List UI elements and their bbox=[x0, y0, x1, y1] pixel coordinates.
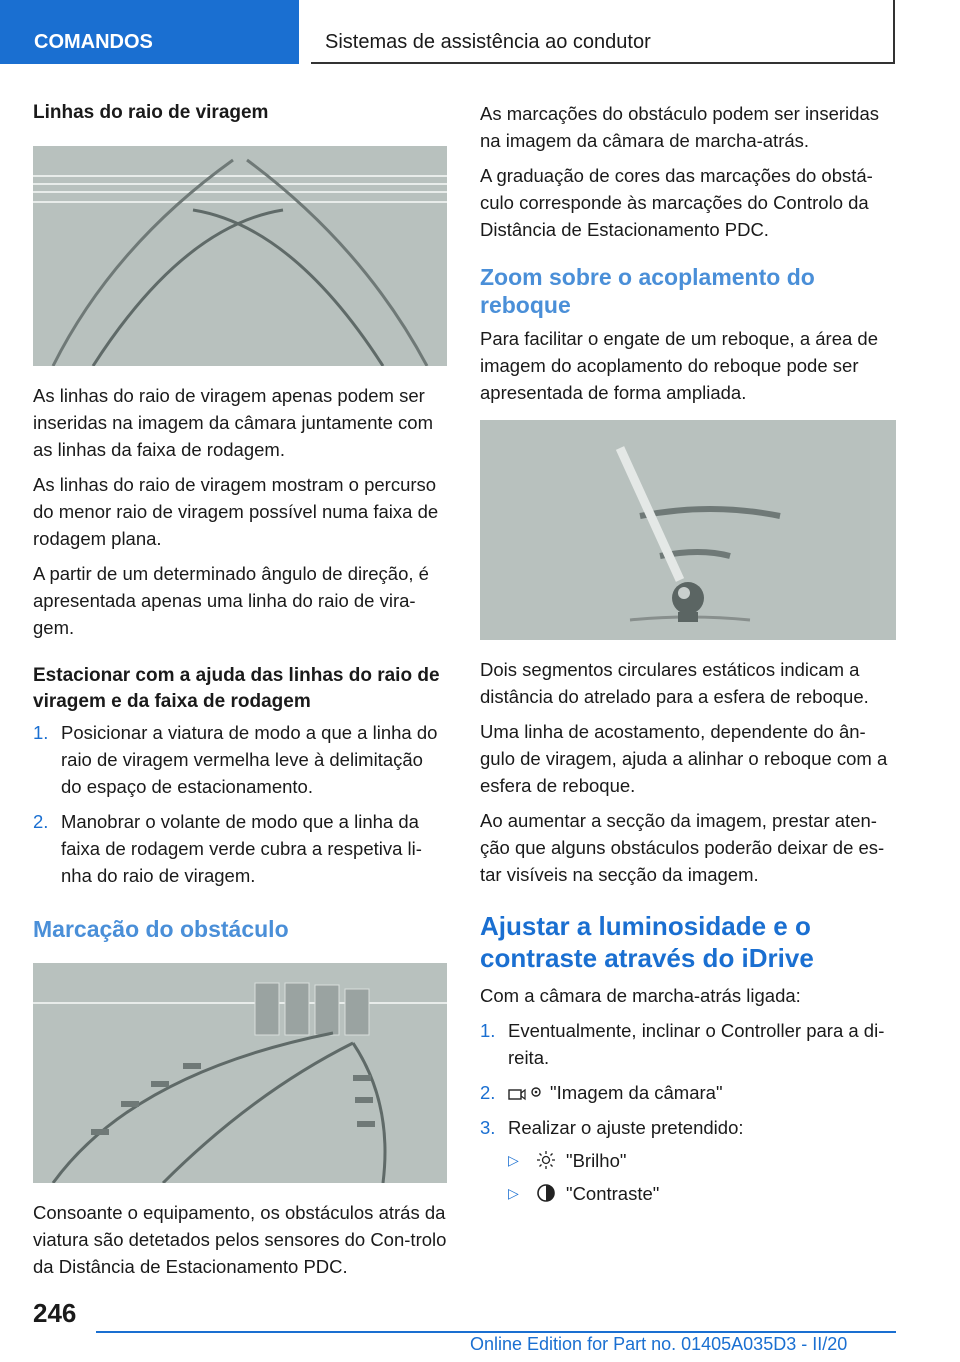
figure-obstacle-markers bbox=[33, 963, 447, 1183]
paragraph: As marcações do obstáculo podem ser inseridas na imagem da câmara de marcha-atrás. bbox=[480, 103, 879, 151]
paragraph: A partir de um determinado ângulo de direção, é apresentada apenas uma linha do raio de vira‐gem. bbox=[33, 563, 429, 638]
heading-zoom: Zoom sobre o acoplamento do reboque bbox=[480, 264, 815, 318]
edition-footer: Online Edition for Part no. 01405A035D3 - II/20 bbox=[470, 1334, 848, 1354]
paragraph: A graduação de cores das marcações do obstá‐culo corresponde às marcações do Controlo da Distância de Estacionamento PDC. bbox=[480, 165, 873, 240]
heading-turn-lines: Linhas do raio de viragem bbox=[33, 102, 269, 123]
list-item: 1. Eventualmente, inclinar o Controller para a di‐reita. bbox=[480, 1020, 885, 1068]
paragraph: Dois segmentos circulares estáticos indicam a distância do atrelado para a esfera de reboque. bbox=[480, 659, 869, 707]
list-item: 1. Posicionar a viatura de modo a que a linha do raio de viragem vermelha leve à delimitação do espaço de estacionamento. bbox=[33, 722, 438, 797]
figure-towbar-zoom bbox=[480, 420, 896, 640]
list-item: 2. "Imagem da câmara" bbox=[480, 1082, 723, 1103]
heading-parking: Estacionar com a ajuda das linhas do raio de viragem e da faixa de rodagem bbox=[33, 665, 440, 712]
paragraph: Uma linha de acostamento, dependente do ân‐gulo de viragem, ajuda a alinhar o reboque com a esfera de reboque. bbox=[480, 721, 888, 796]
left-column bbox=[33, 100, 447, 1288]
paragraph: Consoante o equipamento, os obstáculos atrás da viatura são detetados pelos sensores do Con‐trolo da Distância de Estacionamento PDC. bbox=[33, 1202, 447, 1277]
sub-options bbox=[508, 1147, 896, 1207]
section-tab: COMANDOS bbox=[0, 0, 299, 64]
sub-item-brightness: ▷ "Brilho" bbox=[508, 1150, 627, 1171]
sub-item-contrast: ▷ "Contraste" bbox=[508, 1183, 660, 1204]
steps-parking bbox=[33, 719, 447, 889]
page-number: 246 bbox=[33, 1298, 77, 1328]
brightness-icon bbox=[536, 1150, 556, 1170]
camera-settings-icon bbox=[508, 1085, 544, 1103]
heading-obstacle: Marcação do obstáculo bbox=[33, 916, 289, 942]
right-column bbox=[480, 100, 896, 1215]
steps-brightness bbox=[480, 1017, 896, 1207]
list-item: 3. Realizar o ajuste pretendido: ▷ "Brilho" ▷ "Contraste" bbox=[480, 1114, 896, 1207]
paragraph: As linhas do raio de viragem apenas podem ser inseridas na imagem da câmara juntamente com as linhas da faixa de rodagem. bbox=[33, 385, 433, 460]
heading-brightness-contrast: Ajustar a luminosidade e o contraste através do iDrive bbox=[480, 911, 814, 973]
contrast-icon bbox=[536, 1183, 556, 1203]
figure-turn-radius-lines bbox=[33, 146, 447, 366]
paragraph: Ao aumentar a secção da imagem, prestar aten‐ção que alguns obstáculos poderão deixar de es‐tar visíveis na secção da imagem. bbox=[480, 810, 885, 885]
footer-divider bbox=[96, 1331, 896, 1333]
paragraph: Com a câmara de marcha-atrás ligada: bbox=[480, 985, 801, 1006]
paragraph: As linhas do raio de viragem mostram o percurso do menor raio de viragem possível numa faixa de rodagem plana. bbox=[33, 474, 439, 549]
chapter-title: Sistemas de assistência ao condutor bbox=[311, 0, 895, 64]
list-item: 2. Manobrar o volante de modo que a linha da faixa de rodagem verde cubra a respetiva li‐nha do raio de viragem. bbox=[33, 811, 422, 886]
paragraph: Para facilitar o engate de um reboque, a área de imagem do acoplamento do reboque pode ser apresentada de forma ampliada. bbox=[480, 328, 879, 403]
